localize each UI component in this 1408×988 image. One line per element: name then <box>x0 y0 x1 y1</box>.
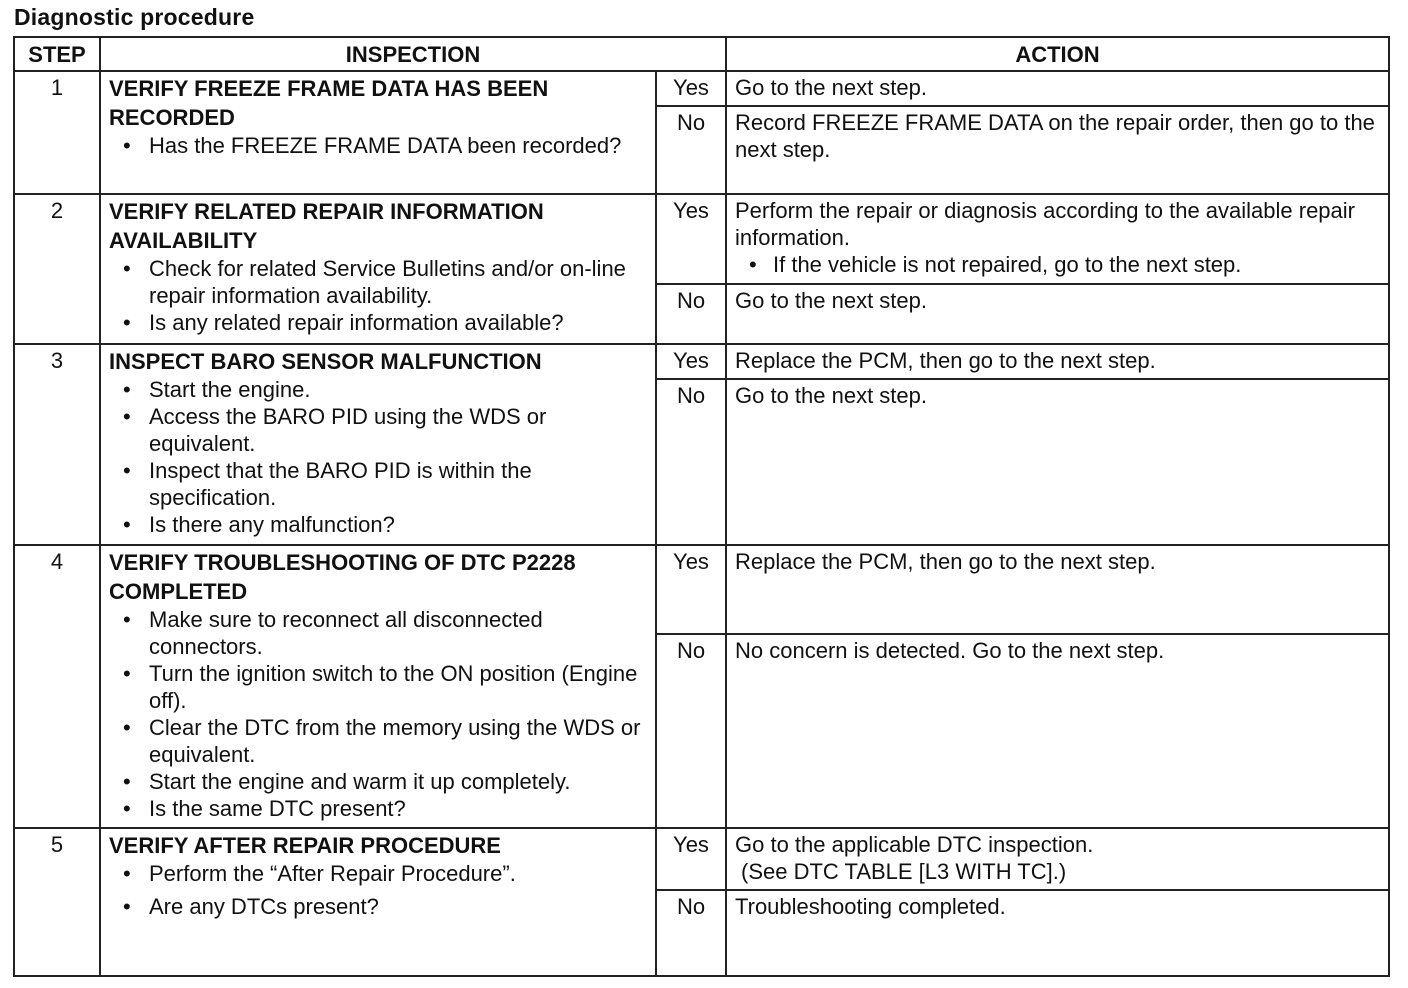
step-number: 2 <box>14 194 100 344</box>
table-row <box>14 828 1389 890</box>
page-title: Diagnostic procedure <box>14 4 255 30</box>
no-label: No <box>656 106 726 194</box>
list-item: • Perform the “After Repair Procedure”. <box>109 860 649 887</box>
inspection-cell <box>100 344 656 545</box>
no-label: No <box>656 379 726 545</box>
list-item: • Has the FREEZE FRAME DATA been recorded? <box>109 132 649 159</box>
inspection-cell <box>100 828 656 976</box>
inspection-bullets <box>109 860 649 887</box>
list-item: • Are any DTCs present? <box>109 893 649 920</box>
inspection-heading: VERIFY RELATED REPAIR INFORMATION AVAILABILITY <box>109 199 544 253</box>
list-item: • Check for related Service Bulletins and/or on-line repair information availability. <box>109 255 649 309</box>
no-label: No <box>656 284 726 344</box>
list-item: • Is any related repair information available? <box>109 309 649 336</box>
no-action: Troubleshooting completed. <box>726 890 1389 976</box>
yes-action-cell <box>726 828 1389 890</box>
no-action: Go to the next step. <box>726 284 1389 344</box>
no-label: No <box>656 634 726 828</box>
list-item: • Start the engine and warm it up completely. <box>109 768 649 795</box>
list-item: • Is the same DTC present? <box>109 795 649 822</box>
yes-label: Yes <box>656 71 726 106</box>
list-item: • If the vehicle is not repaired, go to the next step. <box>735 251 1382 278</box>
inspection-bullets <box>109 376 649 538</box>
list-item: • Start the engine. <box>109 376 649 403</box>
inspection-cell <box>100 71 656 194</box>
list-item: • Clear the DTC from the memory using the WDS or equivalent. <box>109 714 649 768</box>
inspection-cell <box>100 194 656 344</box>
step-header: STEP <box>14 37 100 71</box>
inspection-heading: INSPECT BARO SENSOR MALFUNCTION <box>109 349 542 374</box>
inspection-bullets <box>109 893 649 920</box>
yes-action: Go to the next step. <box>726 71 1389 106</box>
yes-action: Go to the applicable DTC inspection. <box>735 832 1094 857</box>
no-label: No <box>656 890 726 976</box>
yes-label: Yes <box>656 344 726 379</box>
step-number: 1 <box>14 71 100 194</box>
list-item: • Make sure to reconnect all disconnected connectors. <box>109 606 649 660</box>
yes-action: Replace the PCM, then go to the next step. <box>726 344 1389 379</box>
table-row <box>14 71 1389 106</box>
step-number: 4 <box>14 545 100 828</box>
inspection-heading: VERIFY TROUBLESHOOTING OF DTC P2228 COMPLETED <box>109 550 576 604</box>
inspection-bullets <box>109 132 649 159</box>
table-row <box>14 344 1389 379</box>
no-action: Record FREEZE FRAME DATA on the repair order, then go to the next step. <box>726 106 1389 194</box>
inspection-bullets <box>109 255 649 336</box>
list-item: • Is there any malfunction? <box>109 511 649 538</box>
yes-label: Yes <box>656 545 726 634</box>
table-header-row <box>14 37 1389 71</box>
inspection-header: INSPECTION <box>100 37 726 71</box>
action-bullets <box>735 251 1382 278</box>
yes-action-reference: (See DTC TABLE [L3 WITH TC].) <box>741 859 1067 884</box>
no-action: No concern is detected. Go to the next step. <box>726 634 1389 828</box>
inspection-bullets <box>109 606 649 822</box>
yes-action: Perform the repair or diagnosis according to the available repair information. <box>735 198 1355 250</box>
action-header: ACTION <box>726 37 1389 71</box>
inspection-heading: VERIFY AFTER REPAIR PROCEDURE <box>109 833 501 858</box>
step-number: 3 <box>14 344 100 545</box>
yes-label: Yes <box>656 828 726 890</box>
inspection-cell <box>100 545 656 828</box>
diagnostic-table <box>13 36 1390 977</box>
table-row <box>14 194 1389 284</box>
list-item: • Turn the ignition switch to the ON position (Engine off). <box>109 660 649 714</box>
list-item: • Access the BARO PID using the WDS or equivalent. <box>109 403 649 457</box>
inspection-heading: VERIFY FREEZE FRAME DATA HAS BEEN RECORDED <box>109 76 549 130</box>
table-row <box>14 545 1389 634</box>
yes-label: Yes <box>656 194 726 284</box>
yes-action: Replace the PCM, then go to the next step. <box>726 545 1389 634</box>
no-action: Go to the next step. <box>726 379 1389 545</box>
yes-action-cell <box>726 194 1389 284</box>
list-item: • Inspect that the BARO PID is within the specification. <box>109 457 649 511</box>
step-number: 5 <box>14 828 100 976</box>
